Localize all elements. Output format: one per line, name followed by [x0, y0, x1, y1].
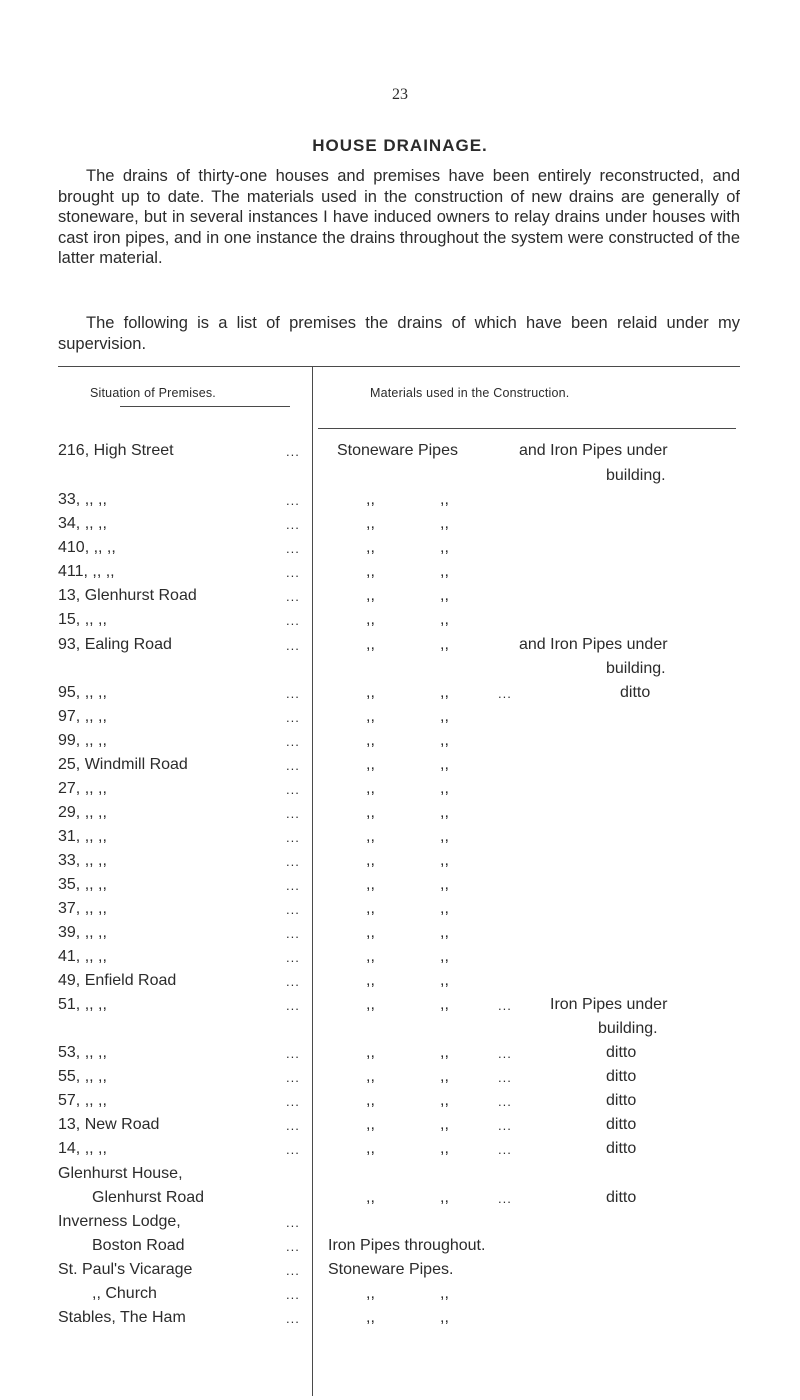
- ditto-mark: ,,: [440, 972, 449, 989]
- leader-dots: ...: [286, 517, 300, 532]
- ditto-mark: ,,: [440, 924, 449, 941]
- ditto-mark: ,,: [440, 1140, 449, 1157]
- premises-cell: 411, ,, ,,: [58, 563, 115, 580]
- ditto-mark: ,,: [440, 828, 449, 845]
- extra-cell: Iron Pipes under: [550, 996, 668, 1013]
- leader-dots: ...: [498, 1118, 512, 1133]
- premises-cell: 31, ,, ,,: [58, 828, 107, 845]
- premises-cell: 51, ,, ,,: [58, 996, 107, 1013]
- table-row: [0, 1285, 800, 1307]
- table-row: [0, 491, 800, 513]
- ditto-mark: ,,: [366, 491, 375, 508]
- material-cell: Iron Pipes throughout.: [328, 1237, 486, 1254]
- leader-dots: ...: [286, 1287, 300, 1302]
- note-cell: ditto: [606, 1140, 637, 1157]
- table-row: [0, 1309, 800, 1331]
- ditto-mark: ,,: [440, 1116, 449, 1133]
- ditto-mark: ,,: [440, 1044, 449, 1061]
- leader-dots: ...: [286, 998, 300, 1013]
- extra-cell-continuation: building.: [606, 467, 666, 484]
- header-situation: Situation of Premises.: [90, 386, 216, 400]
- premises-cell: ,, Church: [92, 1285, 157, 1302]
- table-row: [0, 442, 800, 464]
- ditto-mark: ,,: [366, 996, 375, 1013]
- ditto-mark: ,,: [440, 1309, 449, 1326]
- ditto-mark: ,,: [440, 876, 449, 893]
- table-row: [0, 972, 800, 994]
- extra-cell-continuation: building.: [606, 660, 666, 677]
- leader-dots: ...: [286, 902, 300, 917]
- premises-cell: 34, ,, ,,: [58, 515, 107, 532]
- table-row: [0, 732, 800, 754]
- table-row: [0, 756, 800, 778]
- leader-dots: ...: [286, 758, 300, 773]
- leader-dots: ...: [286, 1142, 300, 1157]
- leader-dots: ...: [286, 1118, 300, 1133]
- leader-dots: ...: [286, 1046, 300, 1061]
- table-row: [0, 996, 800, 1018]
- table-row: [0, 563, 800, 585]
- table-row-continuation: [0, 1189, 800, 1211]
- premises-cell: 216, High Street: [58, 442, 174, 459]
- premises-cell: 33, ,, ,,: [58, 852, 107, 869]
- leader-dots: ...: [286, 950, 300, 965]
- premises-cell: Inverness Lodge,: [58, 1213, 181, 1230]
- table-row: [0, 636, 800, 658]
- leader-dots: ...: [286, 710, 300, 725]
- ditto-mark: ,,: [440, 948, 449, 965]
- leader-dots: ...: [286, 878, 300, 893]
- ditto-mark: ,,: [440, 708, 449, 725]
- table-row: [0, 708, 800, 730]
- premises-cell: 39, ,, ,,: [58, 924, 107, 941]
- table-row: [0, 828, 800, 850]
- table-row: [0, 900, 800, 922]
- intro-paragraph: The drains of thirty-one houses and premises have been entirely reconstructed, and brought up to date. The materials used in the construction of new drains are generally of stoneware, but in several instances I have induced owners to relay drains under houses with cast iron pipes, and in one instance the drains throughout the system were constructed of the latter material.: [58, 167, 740, 268]
- page-heading: HOUSE DRAINAGE.: [312, 136, 488, 155]
- leader-dots: ...: [286, 565, 300, 580]
- leader-dots: ...: [286, 1311, 300, 1326]
- table-row-continuation: [0, 1237, 800, 1259]
- ditto-mark: ,,: [440, 1092, 449, 1109]
- ditto-mark: ,,: [366, 563, 375, 580]
- ditto-mark: ,,: [440, 900, 449, 917]
- ditto-mark: ,,: [366, 804, 375, 821]
- premises-cell-continuation: Boston Road: [92, 1237, 185, 1254]
- leader-dots: ...: [286, 1070, 300, 1085]
- page-number: 23: [392, 86, 408, 103]
- ditto-mark: ,,: [366, 948, 375, 965]
- ditto-mark: ,,: [366, 515, 375, 532]
- table-row: [0, 1092, 800, 1114]
- ditto-mark: ,,: [366, 587, 375, 604]
- extra-cell: and Iron Pipes under: [519, 636, 668, 653]
- leader-dots: ...: [286, 806, 300, 821]
- premises-cell: Stables, The Ham: [58, 1309, 186, 1326]
- premises-cell: 57, ,, ,,: [58, 1092, 107, 1109]
- ditto-mark: ,,: [440, 732, 449, 749]
- premises-cell: St. Paul's Vicarage: [58, 1261, 193, 1278]
- premises-cell: 14, ,, ,,: [58, 1140, 107, 1157]
- ditto-mark: ,,: [366, 708, 375, 725]
- premises-cell: 53, ,, ,,: [58, 1044, 107, 1061]
- ditto-mark: ,,: [366, 539, 375, 556]
- ditto-mark: ,,: [440, 491, 449, 508]
- ditto-mark: ,,: [440, 996, 449, 1013]
- premises-cell-continuation: Glenhurst Road: [92, 1189, 205, 1206]
- table-row: [0, 1068, 800, 1090]
- leader-dots: ...: [498, 1094, 512, 1109]
- ditto-mark: ,,: [366, 828, 375, 845]
- table-row: [0, 924, 800, 946]
- ditto-mark: ,,: [366, 1285, 375, 1302]
- table-row: [0, 1044, 800, 1066]
- table-row: [0, 1116, 800, 1138]
- ditto-mark: ,,: [366, 1092, 375, 1109]
- ditto-mark: ,,: [366, 1140, 375, 1157]
- leader-dots: ...: [286, 1215, 300, 1230]
- table-row: [0, 804, 800, 826]
- leader-dots: ...: [286, 638, 300, 653]
- ditto-mark: ,,: [440, 684, 449, 701]
- ditto-mark: ,,: [366, 636, 375, 653]
- leader-dots: ...: [286, 493, 300, 508]
- header-rule-right: [318, 428, 736, 429]
- ditto-mark: ,,: [366, 1044, 375, 1061]
- note-cell: ditto: [606, 1189, 637, 1206]
- ditto-mark: ,,: [440, 587, 449, 604]
- extra-cell: and Iron Pipes under: [519, 442, 668, 459]
- leader-dots: ...: [286, 830, 300, 845]
- table-row-continuation: [0, 1020, 800, 1042]
- premises-cell: 15, ,, ,,: [58, 611, 107, 628]
- material-cell: Stoneware Pipes.: [328, 1261, 454, 1278]
- leader-dots: ...: [286, 1239, 300, 1254]
- ditto-mark: ,,: [366, 972, 375, 989]
- table-row: [0, 1165, 800, 1187]
- table-row: [0, 684, 800, 706]
- premises-cell: 97, ,, ,,: [58, 708, 107, 725]
- premises-cell: 35, ,, ,,: [58, 876, 107, 893]
- leader-dots: ...: [498, 1142, 512, 1157]
- premises-cell: Glenhurst House,: [58, 1165, 183, 1182]
- premises-cell: 410, ,, ,,: [58, 539, 116, 556]
- leader-dots: ...: [286, 1094, 300, 1109]
- leader-dots: ...: [286, 1263, 300, 1278]
- ditto-mark: ,,: [440, 1068, 449, 1085]
- note-cell: ditto: [606, 1116, 637, 1133]
- premises-cell: 29, ,, ,,: [58, 804, 107, 821]
- leader-dots: ...: [286, 782, 300, 797]
- premises-cell: 41, ,, ,,: [58, 948, 107, 965]
- leader-dots: ...: [286, 541, 300, 556]
- table-row: [0, 1261, 800, 1283]
- table-top-rule: [58, 366, 740, 367]
- ditto-mark: ,,: [440, 1189, 449, 1206]
- table-row: [0, 1140, 800, 1162]
- material-cell: Stoneware Pipes: [337, 442, 458, 459]
- table-row: [0, 539, 800, 561]
- table-row: [0, 515, 800, 537]
- leader-dots: ...: [286, 734, 300, 749]
- leader-dots: ...: [286, 686, 300, 701]
- table-row: [0, 852, 800, 874]
- premises-cell: 37, ,, ,,: [58, 900, 107, 917]
- premises-cell: 13, New Road: [58, 1116, 160, 1133]
- ditto-mark: ,,: [440, 563, 449, 580]
- table-row: [0, 780, 800, 802]
- leader-dots: ...: [498, 1070, 512, 1085]
- table-row: [0, 948, 800, 970]
- ditto-mark: ,,: [440, 852, 449, 869]
- table-row: [0, 876, 800, 898]
- table-row-continuation: [0, 467, 800, 489]
- ditto-mark: ,,: [366, 1309, 375, 1326]
- ditto-mark: ,,: [366, 1189, 375, 1206]
- table-row: [0, 611, 800, 633]
- ditto-mark: ,,: [366, 780, 375, 797]
- ditto-mark: ,,: [366, 852, 375, 869]
- ditto-mark: ,,: [366, 900, 375, 917]
- leader-dots: ...: [286, 613, 300, 628]
- premises-cell: 95, ,, ,,: [58, 684, 107, 701]
- premises-cell: 27, ,, ,,: [58, 780, 107, 797]
- ditto-mark: ,,: [366, 924, 375, 941]
- note-cell: ditto: [606, 1092, 637, 1109]
- ditto-mark: ,,: [366, 611, 375, 628]
- leader-dots: ...: [286, 444, 300, 459]
- ditto-mark: ,,: [440, 539, 449, 556]
- ditto-mark: ,,: [366, 1116, 375, 1133]
- premises-cell: 49, Enfield Road: [58, 972, 177, 989]
- ditto-mark: ,,: [366, 756, 375, 773]
- ditto-mark: ,,: [440, 611, 449, 628]
- ditto-mark: ,,: [440, 804, 449, 821]
- note-cell: ditto: [606, 1068, 637, 1085]
- leader-dots: ...: [498, 1046, 512, 1061]
- ditto-mark: ,,: [440, 515, 449, 532]
- ditto-mark: ,,: [366, 1068, 375, 1085]
- list-intro-paragraph: The following is a list of premises the drains of which have been relaid under my supervision.: [58, 314, 740, 353]
- note-cell: ditto: [606, 1044, 637, 1061]
- header-rule-left: [120, 406, 290, 407]
- table-row-continuation: [0, 660, 800, 682]
- ditto-mark: ,,: [366, 876, 375, 893]
- premises-cell: 93, Ealing Road: [58, 636, 172, 653]
- premises-cell: 55, ,, ,,: [58, 1068, 107, 1085]
- premises-cell: 99, ,, ,,: [58, 732, 107, 749]
- ditto-mark: ,,: [440, 636, 449, 653]
- ditto-mark: ,,: [440, 1285, 449, 1302]
- ditto-mark: ,,: [440, 756, 449, 773]
- leader-dots: ...: [498, 998, 512, 1013]
- table-row: [0, 587, 800, 609]
- table-row: [0, 1213, 800, 1235]
- leader-dots: ...: [498, 686, 512, 701]
- leader-dots: ...: [286, 589, 300, 604]
- header-materials: Materials used in the Construction.: [370, 386, 570, 400]
- premises-cell: 13, Glenhurst Road: [58, 587, 197, 604]
- leader-dots: ...: [286, 926, 300, 941]
- leader-dots: ...: [498, 1191, 512, 1206]
- leader-dots: ...: [286, 974, 300, 989]
- note-cell: ditto: [620, 684, 651, 701]
- ditto-mark: ,,: [366, 732, 375, 749]
- ditto-mark: ,,: [440, 780, 449, 797]
- extra-cell-continuation: building.: [598, 1020, 658, 1037]
- premises-cell: 33, ,, ,,: [58, 491, 107, 508]
- ditto-mark: ,,: [366, 684, 375, 701]
- leader-dots: ...: [286, 854, 300, 869]
- premises-cell: 25, Windmill Road: [58, 756, 188, 773]
